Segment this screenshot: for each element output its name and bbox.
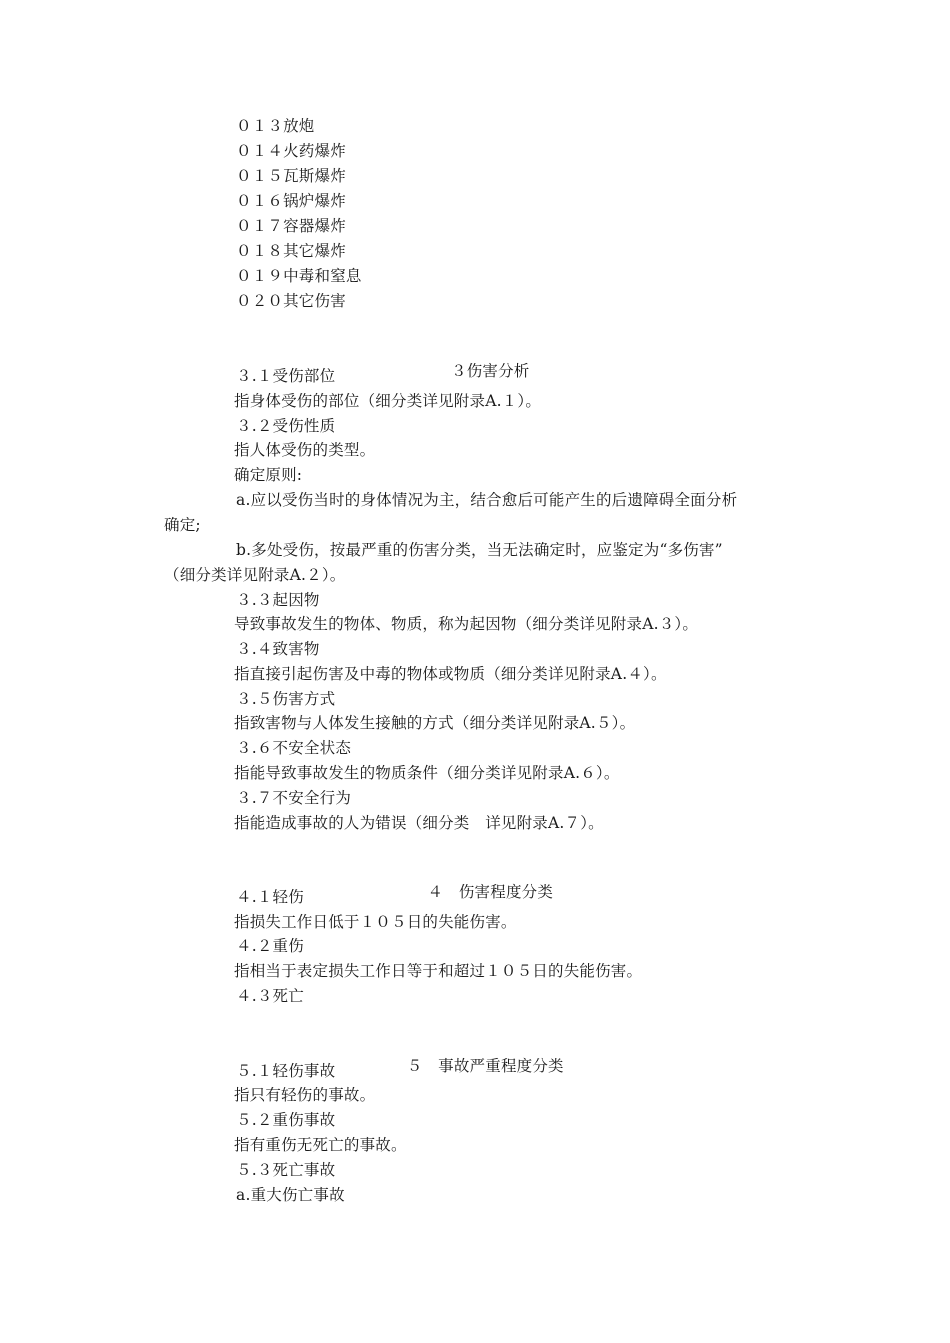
injury-type-020: ０２０其它伤害 [236,292,346,310]
section-4-1-title: ４.１轻伤 [236,888,304,906]
injury-type-019: ０１９中毒和窒息 [236,267,362,285]
section-5-2-text: 指有重伤无死亡的事故。 [234,1136,407,1154]
section-3-2-title: ３.２受伤性质 [236,417,336,435]
section-5-1-text: 指只有轻伤的事故。 [234,1086,376,1104]
section-3-2-item-b-line1: b.多处受伤，按最严重的伤害分类，当无法确定时，应鉴定为“多伤害” [236,541,723,559]
section-4-2-title: ４.２重伤 [236,937,304,955]
section-3-6-title: ３.６不安全状态 [236,739,352,757]
section-3-heading: ３伤害分析 [451,362,530,380]
section-5-heading: ５ 事故严重程度分类 [406,1057,564,1075]
section-4-3-title: ４.３死亡 [236,987,304,1005]
section-3-1-title: ３.１受伤部位 [236,367,336,385]
injury-type-017: ０１７容器爆炸 [236,217,346,235]
section-3-2-item-b-line2: （细分类详见附录A.２）。 [164,566,346,584]
section-4-heading: ４ 伤害程度分类 [427,883,554,901]
section-4-1-text: 指损失工作日低于１０５日的失能伤害。 [234,913,517,931]
injury-type-016: ０１６锅炉爆炸 [236,192,346,210]
section-3-7-text: 指能造成事故的人为错误（细分类 详见附录A.７）。 [234,814,604,832]
section-3-3-title: ３.３起因物 [236,591,320,609]
section-3-4-title: ３.４致害物 [236,640,320,658]
injury-type-015: ０１５瓦斯爆炸 [236,167,346,185]
section-5-3-item-a: a.重大伤亡事故 [236,1186,345,1204]
section-5-heading-row [0,1036,950,1096]
section-3-7-title: ３.７不安全行为 [236,789,352,807]
section-3-3-text: 导致事故发生的物体、物质，称为起因物（细分类详见附录A.３）。 [234,615,699,633]
section-5-3-title: ５.３死亡事故 [236,1161,336,1179]
section-5-1-title: ５.１轻伤事故 [236,1062,336,1080]
injury-type-013: ０１３放炮 [236,117,315,135]
injury-type-014: ０１４火药爆炸 [236,142,346,160]
section-3-4-text: 指直接引起伤害及中毒的物体或物质（细分类详见附录A.４）。 [234,665,667,683]
section-3-2-principle: 确定原则: [234,466,303,484]
section-3-5-title: ３.５伤害方式 [236,690,336,708]
section-3-2-text: 指人体受伤的类型。 [234,441,376,459]
section-4-2-text: 指相当于表定损失工作日等于和超过１０５日的失能伤害。 [234,962,643,980]
section-3-2-item-a-line1: a.应以受伤当时的身体情况为主，结合愈后可能产生的后遗障碍全面分析 [236,491,738,509]
section-5-2-title: ５.２重伤事故 [236,1111,336,1129]
injury-type-018: ０１８其它爆炸 [236,242,346,260]
section-3-2-item-a-line2: 确定; [164,516,201,534]
section-3-1-text: 指身体受伤的部位（细分类详见附录A.１）。 [234,392,542,410]
section-3-6-text: 指能导致事故发生的物质条件（细分类详见附录A.６）。 [234,764,620,782]
section-3-5-text: 指致害物与人体发生接触的方式（细分类详见附录A.５）。 [234,714,636,732]
